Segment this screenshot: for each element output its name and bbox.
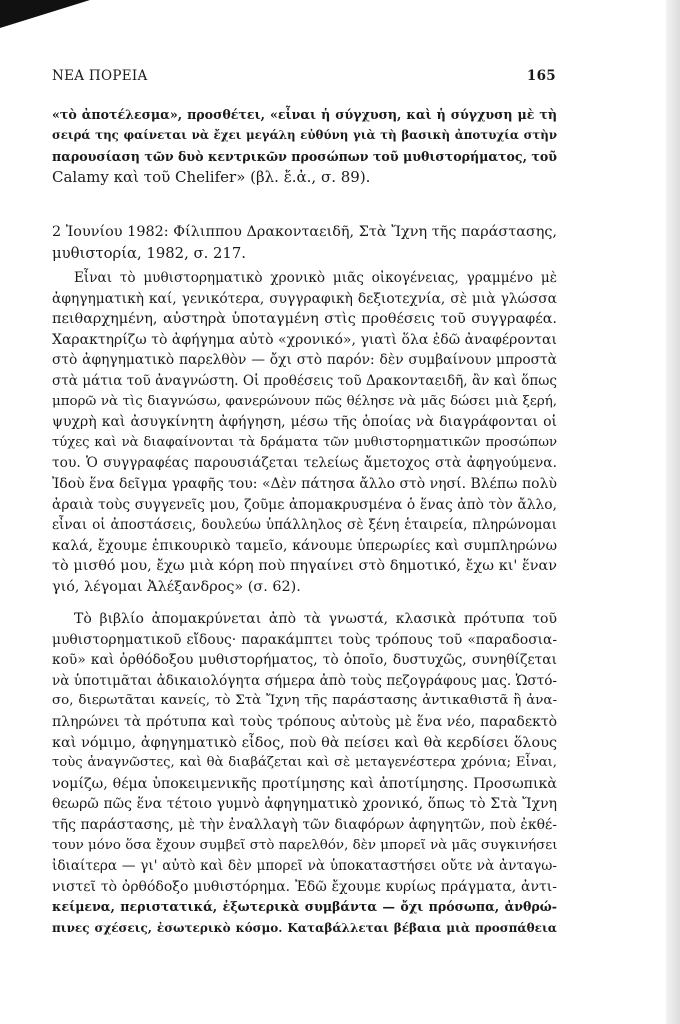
text-line: νιστεῖ τὸ ὀρθόδοξο μυθιστόρημα. Ἐδῶ ἔχουμε κυρίως πράγματα, ἀντι- xyxy=(52,878,557,895)
page-edge-shadow xyxy=(666,0,680,1024)
text-line: ἰδιαίτερα — γι' αὐτὸ καὶ δὲν μπορεῖ νὰ ὑποκαταστήσει οὔτε νὰ ἀνταγω- xyxy=(52,858,557,875)
text-line: μυθιστορηματικοῦ εἴδους· παρακάμπτει τοὺς τρόπους τοῦ «παραδοσια- xyxy=(52,631,557,648)
text-line: στὰ μάτια τοῦ ἀναγνώστη. Οἱ προθέσεις τοῦ Δρακονταειδῆ, ἂν καὶ ὅπως xyxy=(52,372,557,389)
text-line: καλά, ἔχουμε ἐπικουρικὸ ταμεῖο, κάνουμε ὑπερωρίες καὶ συμπληρώνω xyxy=(52,537,557,554)
text-line: τὸ μισθό μου, ἔχω μιὰ κόρη ποὺ πηγαίνει στὸ δημοτικό, ἔχω κι' ἕναν xyxy=(52,558,557,575)
text-line: «τὸ ἀποτέλεσμα», προσθέτει, «εἶναι ἡ σύγχυση, καὶ ἡ σύγχυση μὲ τὴ xyxy=(52,107,557,122)
text-line: γιό, λέγομαι Ἀλέξανδρος» (σ. 62). xyxy=(52,578,301,595)
text-line: εἶναι οἱ ἀποστάσεις, δουλεύω ὑπάλληλος σὲ ξένη ἑταιρεία, πληρώνομαι xyxy=(52,517,557,534)
text-line: στὸ ἀφηγηματικὸ παρελθὸν — ὄχι στὸ παρόν: δὲν συμβαίνουν μπροστὰ xyxy=(52,352,557,369)
running-title: ΝΕΑ ΠΟΡΕΙΑ xyxy=(52,68,148,84)
text-line: Calamy καὶ τοῦ Chelifer» (βλ. ἔ.ἀ., σ. 89). xyxy=(52,168,371,186)
text-line: πινες σχέσεις, ἐσωτερικὸ κόσμο. Καταβάλλεται βέβαια μιὰ προσπάθεια xyxy=(52,920,557,935)
text-line: σο, διερωτᾶται κανείς, τὸ Στὰ Ἴχνη τῆς παράστασης ἀντικαθιστᾶ ἢ ἀνα- xyxy=(52,693,557,709)
text-line: του. Ὁ συγγραφέας παρουσιάζεται τελείως ἄμετοχος στὰ ἀφηγούμενα. xyxy=(52,455,557,472)
body-paragraph-1 xyxy=(52,268,557,598)
entry-heading xyxy=(52,222,557,264)
text-line: ἀραιὰ τοὺς συγγενεῖς μου, ζοῦμε ἀπομακρυσμένα ὁ ἕνας ἀπὸ τὸν ἄλλο, xyxy=(52,496,557,513)
text-line: μπορῶ νὰ τὶς διαγνώσω, φανερώνουν πῶς θέλησε νὰ μᾶς δώσει μιὰ ξερή, xyxy=(52,393,557,409)
quote-continuation-paragraph xyxy=(52,104,557,188)
text-line: σειρά της φαίνεται νὰ ἔχει μεγάλη εὐθύνη γιὰ τὴ βασικὴ ἀποτυχία στὴν xyxy=(52,128,557,142)
text-line: νομίζω, θέμα ὑποκειμενικῆς προτίμησης καὶ ἀποτίμησης. Προσωπικὰ xyxy=(52,775,557,792)
text-line: κοῦ» καὶ ὀρθόδοξου μυθιστορήματος, τὸ ὁποῖο, δυστυχῶς, συνηθίζεται xyxy=(52,652,557,669)
page-corner-shadow xyxy=(0,0,90,28)
text-line: παρουσίαση τῶν δυὸ κεντρικῶν προσώπων τοῦ μυθιστορήματος, τοῦ xyxy=(52,149,557,164)
text-line: 2 Ἰουνίου 1982: Φίλιππου Δρακονταειδῆ, Στὰ Ἴχνη τῆς παράστασης, xyxy=(52,224,557,240)
running-header xyxy=(52,68,556,84)
text-line: πειθαρχημένη, αὐστηρὰ ὑποταγμένη στὶς προθέσεις τοῦ συγγραφέα. xyxy=(52,311,557,328)
text-line: θεωρῶ πῶς ἕνα τέτοιο γυμνὸ ἀφηγηματικὸ χρονικό, ὅπως τὸ Στὰ Ἴχνη xyxy=(52,796,557,813)
page-number: 165 xyxy=(526,68,556,84)
text-line: τουν μόνο ὅσα ἔχουν συμβεῖ στὸ παρελθόν, δὲν μπορεῖ νὰ μᾶς συγκινήσει xyxy=(52,837,558,853)
text-line: Ἰδοὺ ἕνα δεῖγμα γραφῆς του: «Δὲν πάτησα ἄλλο στὸ νησί. Βλέπω πολὺ xyxy=(52,475,557,492)
text-line: καὶ νόμιμο, ἀφηγηματικὸ εἶδος, ποὺ θὰ πείσει καὶ θὰ κερδίσει ὅλους xyxy=(52,734,557,751)
text-line: ψυχρὴ καὶ ἀσυγκίνητη ἀφήγηση, μέσω τῆς ὁποίας νὰ διαγράφονται οἱ xyxy=(52,414,557,431)
text-line: Χαρακτηρίζω τὸ ἀφήγημα αὐτὸ «χρονικό», γιατὶ ὅλα ἐδῶ ἀναφέρονται xyxy=(52,331,557,348)
text-line: μυθιστορία, 1982, σ. 217. xyxy=(52,245,246,262)
text-line: τοὺς ἀναγνῶστες, καὶ θὰ διαβάζεται καὶ σὲ μεταγενέστερα χρόνια; Εἶναι, xyxy=(52,755,557,771)
text-line: ἀφηγηματικὴ καί, γενικότερα, συγγραφικὴ δεξιοτεχνία, σὲ μιὰ γλώσσα xyxy=(52,290,557,307)
text-line: πληρώνει τὰ πρότυπα καὶ τοὺς τρόπους αὐτοὺς μὲ ἕνα νέο, παραδεκτὸ xyxy=(52,713,557,730)
text-line: τῆς παράστασης, μὲ τὴν ἐναλλαγὴ τῶν διαφόρων ἀφηγητῶν, ποὺ ἐκθέ- xyxy=(52,816,557,833)
text-line: Τὸ βιβλίο ἀπομακρύνεται ἀπὸ τὰ γνωστά, κλασικὰ πρότυπα τοῦ xyxy=(74,611,557,627)
body-paragraph-2 xyxy=(52,609,557,939)
text-line: τύχες καὶ νὰ διαφαίνονται τὰ δράματα τῶν μυθιστορηματικῶν προσώπων xyxy=(52,434,557,450)
text-line: νὰ ὑποτιμᾶται ἀδικαιολόγητα σήμερα ἀπὸ τοὺς πεζογράφους μας. Ὡστό- xyxy=(52,672,557,689)
text-line: Εἶναι τὸ μυθιστορηματικὸ χρονικὸ μιᾶς οἰκογένειας, γραμμένο μὲ xyxy=(74,270,557,286)
text-line: κείμενα, περιστατικά, ἐξωτερικὰ συμβάντα — ὄχι πρόσωπα, ἀνθρώ- xyxy=(52,899,557,915)
